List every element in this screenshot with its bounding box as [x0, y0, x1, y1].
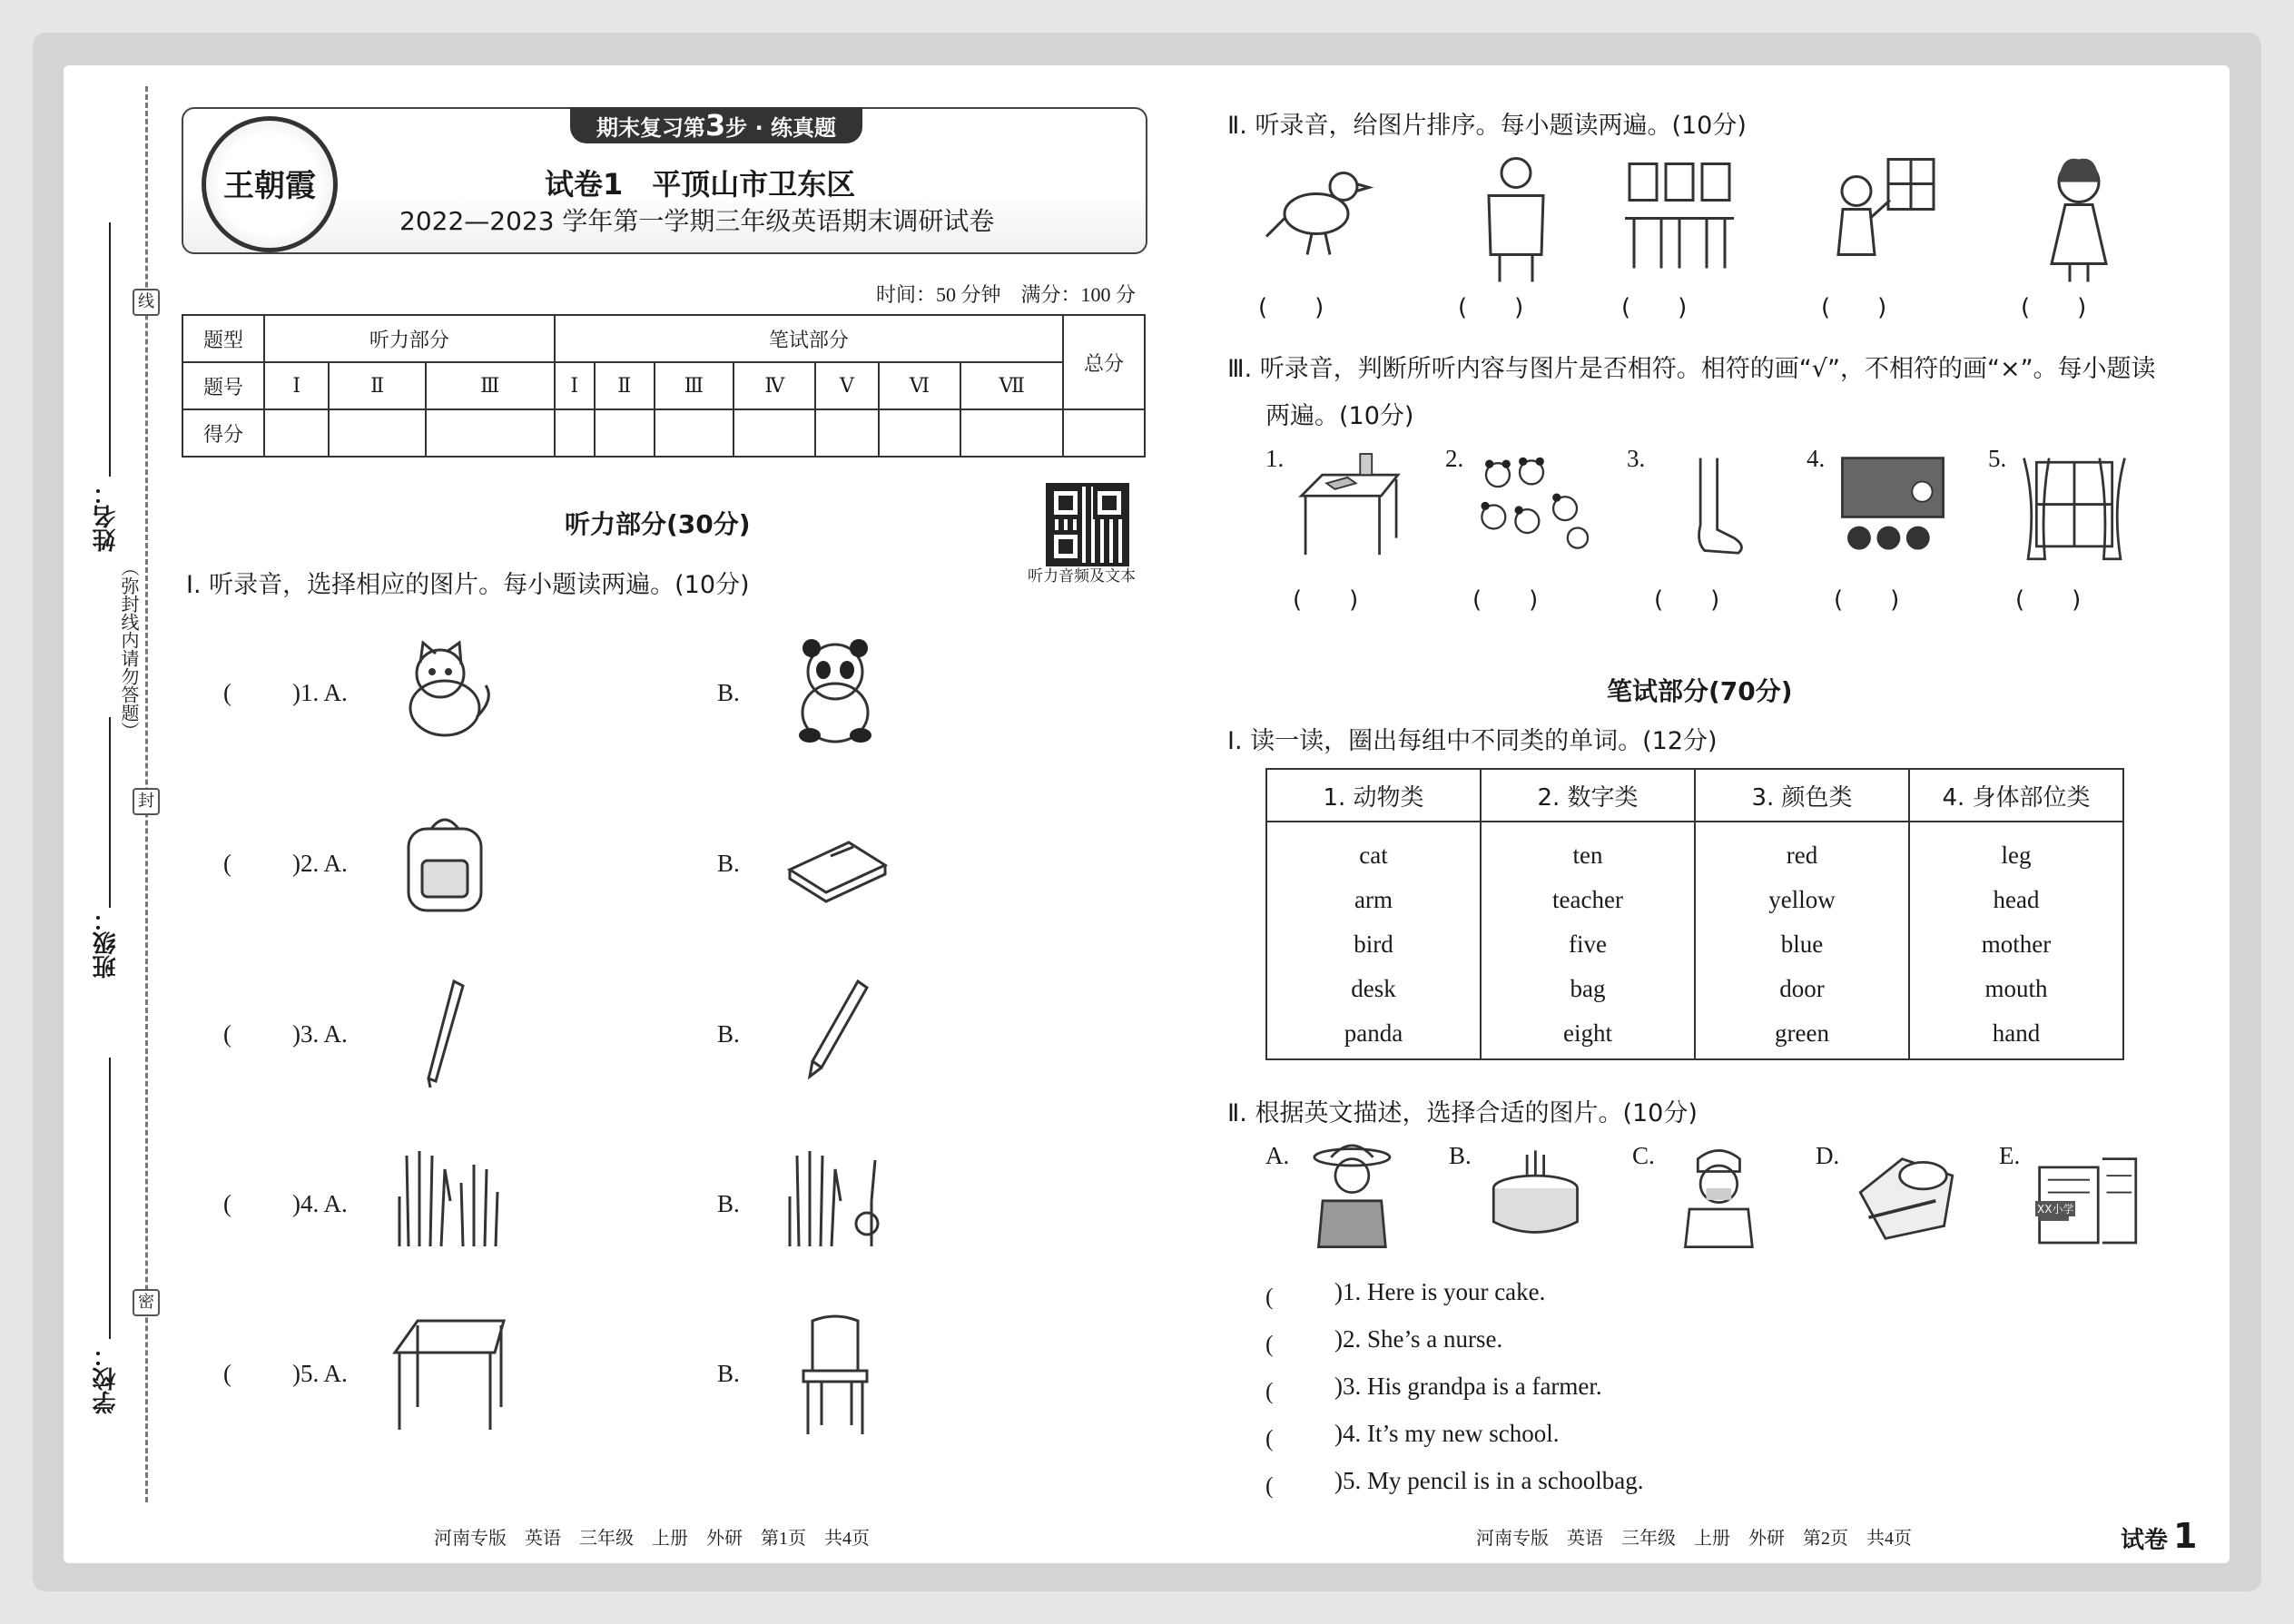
- cake-icon: [1485, 1142, 1594, 1255]
- score-cell[interactable]: [595, 409, 655, 457]
- option-b-label: B.: [717, 850, 740, 877]
- class-field[interactable]: [109, 717, 111, 908]
- listening-part3-instruction-1: Ⅲ. 听录音，判断所听内容与图片是否相符。相符的画“√”，不相符的画“×”。每小题读: [1227, 355, 2156, 383]
- qr-caption: 听力音频及文本: [1028, 567, 1136, 586]
- score-numeral: Ⅳ: [733, 362, 815, 409]
- option-a-picture[interactable]: [390, 1316, 508, 1442]
- ordering-picture: [1262, 153, 1380, 283]
- school-label: 学校：: [93, 1343, 120, 1414]
- paper-badge: [2121, 1516, 2197, 1556]
- word-col-header: 1. 动物类: [1266, 769, 1481, 822]
- question-number: )1. A.: [292, 679, 348, 706]
- ordering-answer-paren[interactable]: ( ): [1821, 294, 1887, 321]
- listening-part1-instruction: Ⅰ. 听录音，选择相应的图片。每小题读两遍。(10分): [186, 571, 750, 599]
- footer-left: 河南专版 英语 三年级 上册 外研 第1页 共4页: [434, 1529, 870, 1549]
- footer-right: 河南专版 英语 三年级 上册 外研 第2页 共4页: [1476, 1529, 1912, 1549]
- score-cell[interactable]: [960, 409, 1063, 457]
- word-item[interactable]: eight: [1563, 1019, 1612, 1047]
- class-label: 班级：: [93, 908, 120, 979]
- judge-answer-paren[interactable]: ( ): [1472, 586, 1539, 614]
- score-row-score-label: 得分: [182, 409, 264, 457]
- ordering-answer-paren[interactable]: ( ): [1458, 294, 1524, 321]
- picture-option-letter: B.: [1449, 1142, 1472, 1169]
- word-item[interactable]: bag: [1570, 975, 1606, 1002]
- word-item[interactable]: head: [1993, 886, 2040, 913]
- exam-subtitle: 2022—2023 学年第一学期三年级英语期末调研试卷: [399, 206, 995, 236]
- ordering-picture: [2024, 153, 2142, 283]
- picture-option[interactable]: [1485, 1142, 1594, 1259]
- logo-seal: [202, 116, 338, 252]
- score-cell[interactable]: [879, 409, 961, 457]
- question-number: )2. A.: [292, 850, 348, 877]
- judge-number: 2.: [1445, 445, 1464, 472]
- score-numeral: Ⅱ: [329, 362, 425, 409]
- schoolbag-pencil-icon: [1852, 1142, 1961, 1255]
- pandas-icon: [1472, 454, 1590, 567]
- score-numeral: Ⅰ: [264, 362, 329, 409]
- review-step-tag: [570, 107, 862, 143]
- writing-heading: 笔试部分(70分): [1607, 676, 1793, 706]
- picture-option-letter: C.: [1632, 1142, 1655, 1169]
- question-number: )5. A.: [292, 1360, 348, 1387]
- question-number: )4. A.: [292, 1190, 348, 1217]
- window-icon: [2015, 454, 2133, 567]
- score-numeral: Ⅶ: [960, 362, 1063, 409]
- word-column: [1909, 822, 2123, 1059]
- match-sentence: )1. Here is your cake.: [1334, 1278, 1546, 1305]
- picture-option-letter: D.: [1816, 1142, 1840, 1169]
- word-item[interactable]: yellow: [1768, 886, 1836, 913]
- word-column: [1695, 822, 1909, 1059]
- classroom-icon: [1834, 454, 1952, 567]
- option-b-label: B.: [717, 1360, 740, 1387]
- badge-text: 试卷: [2121, 1527, 2169, 1554]
- pencil-icon: [781, 977, 899, 1099]
- word-item[interactable]: ten: [1572, 842, 1603, 869]
- score-numeral: Ⅰ: [555, 362, 595, 409]
- bird-icon: [1262, 153, 1380, 280]
- ordering-picture: [1825, 153, 1943, 283]
- word-item[interactable]: green: [1775, 1019, 1829, 1047]
- score-numeral: Ⅴ: [815, 362, 878, 409]
- answer-paren[interactable]: (: [223, 1360, 231, 1387]
- tag-prefix: 期末复习第: [596, 115, 705, 141]
- word-item[interactable]: red: [1786, 842, 1818, 869]
- name-field[interactable]: [109, 222, 111, 477]
- picture-option-letter: A.: [1265, 1142, 1290, 1169]
- pen-icon: [390, 977, 508, 1099]
- seal-note: （弥封线内请勿答题）: [118, 558, 140, 740]
- seal-mark-dense: 密: [133, 1289, 160, 1316]
- option-b-picture[interactable]: [781, 806, 899, 932]
- word-item[interactable]: arm: [1354, 886, 1393, 913]
- word-item[interactable]: mother: [1981, 930, 2052, 958]
- option-b-picture[interactable]: [781, 1316, 899, 1442]
- qr-code-icon[interactable]: [1046, 483, 1129, 566]
- judge-number: 4.: [1807, 445, 1826, 472]
- option-a-picture[interactable]: [390, 806, 508, 932]
- doctor-icon: [1462, 153, 1580, 280]
- match-sentence: )5. My pencil is in a schoolbag.: [1334, 1467, 1644, 1494]
- answer-paren[interactable]: (: [223, 1020, 231, 1048]
- exam-meta: 时间：50 分钟 满分：100 分: [876, 283, 1137, 306]
- judge-answer-paren[interactable]: ( ): [2015, 586, 2082, 614]
- badge-number: 1: [2173, 1516, 2198, 1556]
- word-item[interactable]: teacher: [1552, 886, 1623, 913]
- judge-picture: [1834, 454, 1952, 571]
- match-answer-paren[interactable]: (: [1265, 1472, 1321, 1499]
- judge-picture: [1654, 454, 1772, 571]
- hands-six-icon: [781, 1147, 899, 1269]
- judge-answer-paren[interactable]: ( ): [1834, 586, 1900, 614]
- writing-part2-instruction: Ⅱ. 根据英文描述，选择合适的图片。(10分): [1227, 1099, 1698, 1127]
- judge-number: 1.: [1265, 445, 1285, 472]
- word-item[interactable]: desk: [1351, 975, 1396, 1002]
- match-sentence: )3. His grandpa is a farmer.: [1334, 1373, 1602, 1400]
- panda-icon: [781, 635, 899, 758]
- listening-part3-instruction-2: 两遍。(10分): [1265, 402, 1414, 430]
- picture-option-letter: E.: [1999, 1142, 2021, 1169]
- score-head-listening: 听力部分: [264, 315, 555, 362]
- ordering-picture: [1625, 153, 1743, 283]
- judge-picture: [1472, 454, 1590, 571]
- picture-option[interactable]: [1852, 1142, 1961, 1259]
- score-cell[interactable]: [655, 409, 734, 457]
- score-numeral: Ⅲ: [655, 362, 734, 409]
- word-table: [1265, 768, 2124, 1060]
- judge-picture: [1293, 454, 1411, 571]
- school-field[interactable]: [109, 1058, 111, 1339]
- score-numeral: Ⅱ: [595, 362, 655, 409]
- book-icon: [781, 806, 899, 929]
- score-numeral: Ⅲ: [426, 362, 555, 409]
- picture-option[interactable]: [1669, 1142, 1777, 1259]
- judge-number: 3.: [1627, 445, 1646, 472]
- answer-paren[interactable]: (: [223, 679, 231, 706]
- tag-step: 3: [704, 108, 726, 143]
- word-item[interactable]: mouth: [1984, 975, 2048, 1002]
- word-item[interactable]: leg: [2001, 842, 2032, 869]
- farmer-icon: [1302, 1142, 1411, 1255]
- judge-number: 5.: [1988, 445, 2007, 472]
- boy-window-icon: [1825, 153, 1943, 280]
- word-item[interactable]: five: [1569, 930, 1607, 958]
- score-cell[interactable]: [426, 409, 555, 457]
- ordering-answer-paren[interactable]: ( ): [1258, 294, 1324, 321]
- score-head-writing: 笔试部分: [555, 315, 1063, 362]
- cat-icon: [390, 635, 508, 758]
- match-sentence: )4. It’s my new school.: [1334, 1420, 1560, 1447]
- score-cell[interactable]: [555, 409, 595, 457]
- match-answer-paren[interactable]: (: [1265, 1284, 1321, 1310]
- word-column: [1481, 822, 1695, 1059]
- question-number: )3. A.: [292, 1020, 348, 1048]
- score-cell[interactable]: [815, 409, 878, 457]
- match-sentence: )2. She’s a nurse.: [1334, 1325, 1503, 1353]
- nurse-icon: [1669, 1142, 1777, 1255]
- option-b-label: B.: [717, 679, 740, 706]
- schoolbag-icon: [390, 806, 508, 929]
- hands-eight-icon: [390, 1147, 508, 1269]
- seal-mark-seal: 封: [133, 788, 160, 815]
- word-item[interactable]: door: [1779, 975, 1825, 1002]
- option-a-picture[interactable]: [390, 635, 508, 762]
- word-item[interactable]: bird: [1354, 930, 1393, 958]
- score-cell[interactable]: [733, 409, 815, 457]
- listening-part2-instruction: Ⅱ. 听录音，给图片排序。每小题读两遍。(10分): [1227, 112, 1747, 140]
- score-row-number-label: 题号: [182, 362, 264, 409]
- word-col-header: 4. 身体部位类: [1909, 769, 2123, 822]
- answer-paren[interactable]: (: [223, 850, 231, 877]
- word-item[interactable]: cat: [1359, 842, 1388, 869]
- tag-suffix: 步 · 练真题: [725, 115, 837, 141]
- word-col-header: 2. 数字类: [1481, 769, 1695, 822]
- name-label: 姓名：: [93, 481, 120, 552]
- option-b-picture[interactable]: [781, 977, 899, 1103]
- judge-answer-paren[interactable]: ( ): [1293, 586, 1359, 614]
- score-cell[interactable]: [329, 409, 425, 457]
- judge-picture: [2015, 454, 2133, 571]
- score-cell[interactable]: [264, 409, 329, 457]
- score-numeral: Ⅵ: [879, 362, 961, 409]
- word-item[interactable]: panda: [1344, 1019, 1403, 1047]
- score-head-total: 总分: [1063, 315, 1145, 409]
- match-answer-paren[interactable]: (: [1265, 1425, 1321, 1452]
- logo-text: 王朝霞: [223, 168, 316, 204]
- match-answer-paren[interactable]: (: [1265, 1378, 1321, 1404]
- ordering-picture: [1462, 153, 1580, 283]
- option-b-label: B.: [717, 1190, 740, 1217]
- option-a-picture[interactable]: [390, 977, 508, 1103]
- exam-title: 试卷1 平顶山市卫东区: [545, 167, 856, 202]
- desk-items-icon: [1293, 454, 1411, 567]
- seal-mark-line: 线: [133, 289, 160, 316]
- school-icon: [2035, 1142, 2144, 1255]
- desk-icon: [390, 1316, 508, 1439]
- foot-icon: [1654, 454, 1772, 567]
- picture-option[interactable]: [1302, 1142, 1411, 1259]
- chair-icon: [781, 1316, 899, 1439]
- word-item[interactable]: hand: [1992, 1019, 2041, 1047]
- ordering-answer-paren[interactable]: ( ): [1621, 294, 1688, 321]
- word-column: [1266, 822, 1481, 1059]
- option-a-picture[interactable]: [390, 1147, 508, 1273]
- option-b-label: B.: [717, 1020, 740, 1048]
- ordering-answer-paren[interactable]: ( ): [2021, 294, 2087, 321]
- option-b-picture[interactable]: [781, 635, 899, 762]
- listening-heading: 听力部分(30分): [565, 509, 751, 539]
- word-item[interactable]: blue: [1780, 930, 1824, 958]
- school-sign: XX小学: [2037, 1203, 2074, 1216]
- girl-icon: [2024, 153, 2142, 280]
- score-table: [182, 314, 1146, 458]
- score-cell[interactable]: [1063, 409, 1145, 457]
- match-answer-paren[interactable]: (: [1265, 1331, 1321, 1357]
- option-b-picture[interactable]: [781, 1147, 899, 1273]
- score-head-type: 题型: [182, 315, 264, 362]
- chairs-icon: [1625, 153, 1743, 280]
- writing-part1-instruction: Ⅰ. 读一读，圈出每组中不同类的单词。(12分): [1227, 727, 1718, 755]
- word-col-header: 3. 颜色类: [1695, 769, 1909, 822]
- judge-answer-paren[interactable]: ( ): [1654, 586, 1720, 614]
- answer-paren[interactable]: (: [223, 1190, 231, 1217]
